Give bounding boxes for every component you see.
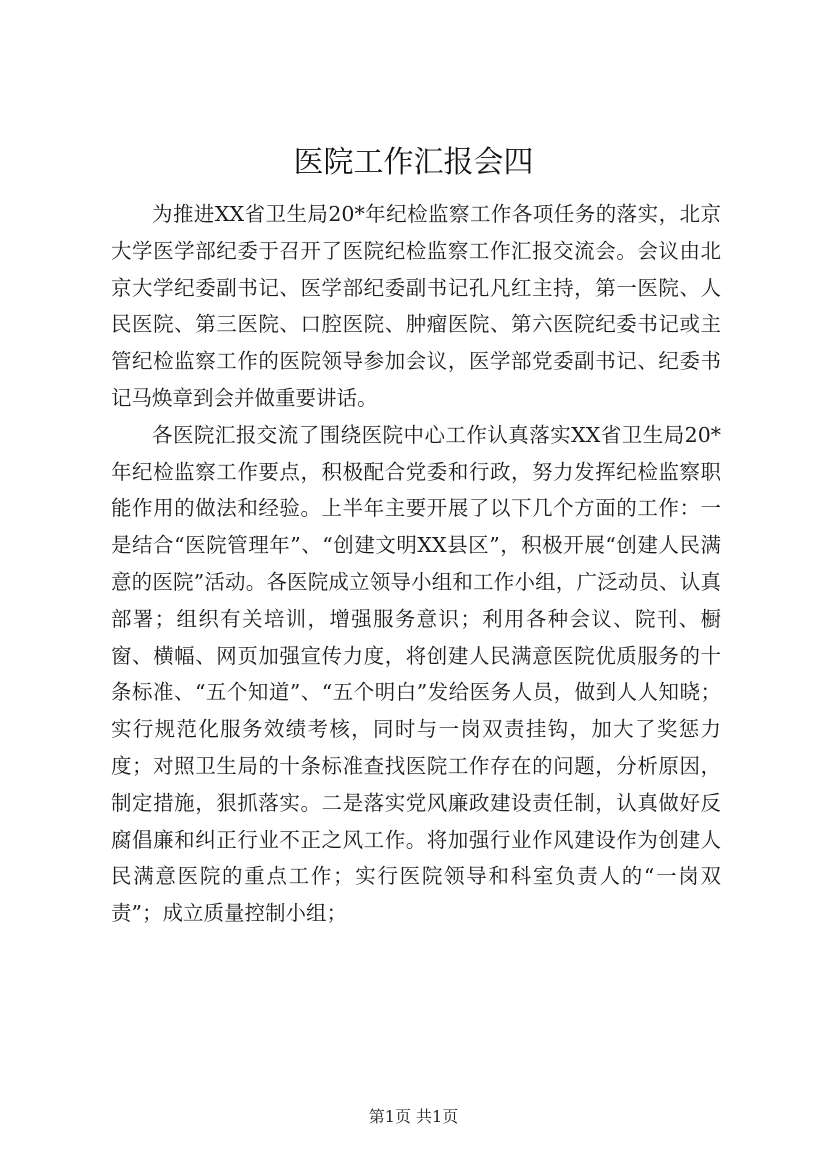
- paragraph-1: 为推进XX省卫生局20*年纪检监察工作各项任务的落实，北京大学医学部纪委于召开了医院纪检监察工作汇报交流会。会议由北京大学纪委副书记、医学部纪委副书记孔凡红主持，第一医院、人民医院、第三医院、口腔医院、肿瘤医院、第六医院纪委书记或主管纪检监察工作的医院领导参加会议，医学部党委副书记、纪委书记马焕章到会并做重要讲话。: [111, 202, 721, 410]
- paragraph-2: 各医院汇报交流了围绕医院中心工作认真落实XX省卫生局20*年纪检监察工作要点，积极配合党委和行政，努力发挥纪检监察职能作用的做法和经验。上半年主要开展了以下几个方面的工作：一是结合“医院管理年”、“创建文明XX县区”，积极开展“创建人民满意的医院”活动。各医院成立领导小组和工作小组，广泛动员、认真部署；组织有关培训，增强服务意识；利用各种会议、院刊、橱窗、横幅、网页加强宣传力度，将创建人民满意医院优质服务的十条标准、“五个知道”、“五个明白”发给医务人员，做到人人知晓；实行规范化服务效绩考核，同时与一岗双责挂钩，加大了奖惩力度；对照卫生局的十条标准查找医院工作存在的问题，分析原因，制定措施，狠抓落实。二是落实党风廉政建设责任制，认真做好反腐倡廉和纠正行业不正之风工作。将加强行业作风建设作为创建人民满意医院的重点工作；实行医院领导和科室负责人的“一岗双责”；成立质量控制小组；: [111, 422, 721, 926]
- document-title: 医院工作汇报会四: [293, 145, 534, 180]
- document-body: [111, 196, 721, 932]
- page-footer: [0, 1106, 827, 1128]
- page-number-label: 第1页 共1页: [368, 1107, 459, 1126]
